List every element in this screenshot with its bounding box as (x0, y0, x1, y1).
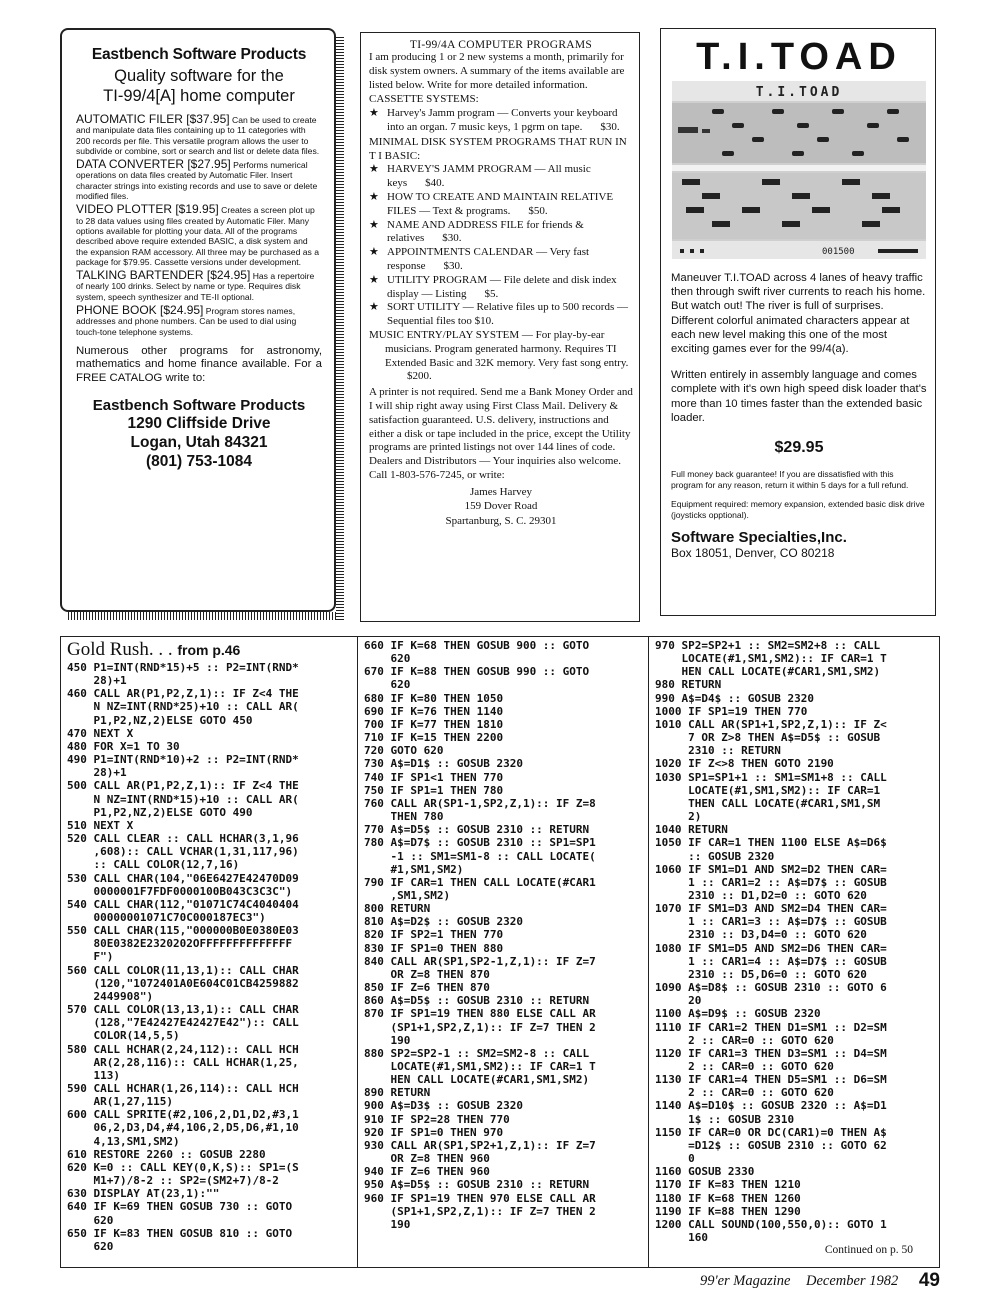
item-price: $30. (442, 232, 462, 245)
star-icon: ★ (369, 163, 379, 176)
star-icon: ★ (369, 273, 379, 286)
disk-item (369, 274, 633, 302)
product-name: TALKING BARTENDER [$24.95] (76, 268, 251, 283)
toad-price: $29.95 (774, 439, 824, 457)
harvey-city: Spartanburg, S. C. 29301 (445, 514, 557, 527)
harvey-intro: I am producing 1 or 2 new systems a month, primarily for disk system owners. A summary of the items available are listed below. Write for more detailed information. (369, 51, 625, 91)
disk-item (369, 163, 633, 191)
cassette-item (369, 107, 633, 135)
harvey-ad (360, 32, 640, 622)
issue-date: December 1982 (806, 1273, 899, 1289)
product-name: VIDEO PLOTTER [$19.95] (76, 202, 219, 217)
disk-item (369, 191, 633, 219)
page-footer (700, 1270, 940, 1294)
harvey-title: TI-99/4A COMPUTER PROGRAMS (409, 39, 593, 51)
listing-column-3 (649, 637, 941, 1267)
eastbench-street: 1290 Cliffside Drive (127, 415, 271, 433)
music-text: MUSIC ENTRY/PLAY SYSTEM — For play-by-ear musicians. Program generated harmony. Requires TI Extended Basic and 32K memory. Very fast song entry. (369, 328, 629, 369)
magazine-name: 99'er Magazine (700, 1273, 791, 1289)
eastbench-catalog-offer: Numerous other programs for astronomy, mathematics and home finance available. For a FREE CATALOG write to: (76, 344, 322, 384)
eastbench-tagline-2: TI-99/4[A] home computer (103, 87, 295, 105)
item-text: NAME AND ADDRESS FILE for friends & relatives (387, 218, 584, 245)
item-text: HOW TO CREATE AND MAINTAIN RELATIVE FILES — Text & programs. (387, 190, 614, 217)
toad-equipment: Equipment required: memory expansion, extended basic disk drive (joysticks opptional). (671, 499, 925, 521)
star-icon: ★ (369, 190, 379, 203)
listing-title-text: Gold Rush (67, 639, 149, 660)
code-block-1: 450 P1=INT(RND*15)+5 :: P2=INT(RND* 28)+1 460 CALL AR(P1,P2,Z,1):: IF Z<4 THE N NZ=INT(RND*25)+10 :: CALL AR( P1,P2,NZ,2)ELSE GOTO 450 470 NEXT X 480 FOR X=1 TO 30 490 P1=INT(RND*10)+2 :: P2=INT(RND* 28)+1 500 CALL AR(P1,P2,Z,1):: IF Z<4 THE N NZ=INT(RND*15)+10 :: CALL AR( P1,P2,NZ,2)ELSE GOTO 490 510 NEXT X 520 CALL CLEAR :: CALL HCHAR(3,1,96 ,608):: CALL VCHAR(1,31,117,96) :: CALL COLOR(12,7,16) 530 CALL CHAR(104,"06E6427E42470D09 0000001F7FDF0000100B043C3C3C") 540 CALL CHAR(112,"01071C74C4040404 00000001071C70C000187EC3") 550 CALL CHAR(115,"000000B0E0380E03 80E0382E2320202OFFFFFFFFFFFFFF F") 560 CALL COLOR(11,13,1):: CALL CHAR (120,"1072401A0E604C01CB4259882 2449908") 570 CALL COLOR(13,13,1):: CALL CHAR (128,"7E42427E42427E42"):: CALL COLOR(14,5,5) 580 CALL HCHAR(2,24,112):: CALL HCH AR(2,28,116):: CALL HCHAR(1,25, 113) 590 CALL HCHAR(1,26,114):: CALL HCH AR(1,27,115) 600 CALL SPRITE(#2,106,2,D1,D2,#3,1 06,2,D3,D4,#4,106,2,D5,D6,#1,10 4,13,SM1,SM2) 610 RESTORE 2260 :: GOSUB 2280 620 K=0 :: CALL KEY(0,K,S):: SP1=(S M1+7)/8-2 :: SP2=(SM2+7)/8-2 630 DISPLAY AT(23,1):"" 640 IF K=69 THEN GOSUB 730 :: GOTO 620 650 IF K=83 THEN GOSUB 810 :: GOTO 620 (67, 661, 299, 1253)
music-price: $200. (407, 370, 432, 383)
toad-ad (660, 28, 936, 616)
eastbench-tagline-1: Quality software for the (114, 67, 284, 85)
product-name: PHONE BOOK [$24.95] (76, 303, 204, 318)
continued-note: Continued on p. 50 (824, 1244, 913, 1257)
game-screenshot-image (672, 81, 926, 259)
item-text: SORT UTILITY — Relative files up to 500 records — Sequential files too $10. (387, 301, 628, 328)
item-text: Harvey's Jamm program — Converts your keyboard into an organ. 7 music keys, 1 pgrm on tape. (387, 107, 618, 133)
code-block-2: 660 IF K=68 THEN GOSUB 900 :: GOTO 620 670 IF K=88 THEN GOSUB 990 :: GOTO 620 680 IF K=80 THEN 1050 690 IF K=76 THEN 1140 700 IF K=77 THEN 1810 710 IF K=15 THEN 2200 720 GOTO 620 730 A$=D1$ :: GOSUB 2320 740 IF SP1<1 THEN 770 750 IF SP1=1 THEN 780 760 CALL AR(SP1-1,SP2,Z,1):: IF Z=8 THEN 780 770 A$=D5$ :: GOSUB 2310 :: RETURN 780 A$=D7$ :: GOSUB 2310 :: SP1=SP1 -1 :: SM1=SM1-8 :: CALL LOCATE( #1,SM1,SM2) 790 IF CAR=1 THEN CALL LOCATE(#CAR1 ,SM1,SM2) 800 RETURN 810 A$=D2$ :: GOSUB 2320 820 IF SP2=1 THEN 770 830 IF SP1=0 THEN 880 840 CALL AR(SP1,SP2-1,Z,1):: IF Z=7 OR Z=8 THEN 870 850 IF Z=6 THEN 870 860 A$=D5$ :: GOSUB 2310 :: RETURN 870 IF SP1=19 THEN 880 ELSE CALL AR (SP1+1,SP2,Z,1):: IF Z=7 THEN 2 190 880 SP2=SP2-1 :: SM2=SM2-8 :: CALL LOCATE(#1,SM1,SM2):: IF CAR=1 T HEN CALL LOCATE(#CAR1,SM1,SM2) 890 RETURN 900 A$=D3$ :: GOSUB 2320 910 IF SP2=28 THEN 770 920 IF SP1=0 THEN 970 930 CALL AR(SP1,SP2+1,Z,1):: IF Z=7 OR Z=8 THEN 960 940 IF Z=6 THEN 960 950 A$=D5$ :: GOSUB 2310 :: RETURN 960 IF SP1=19 THEN 970 ELSE CALL AR (SP1+1,SP2,Z,1):: IF Z=7 THEN 2 190 (364, 639, 596, 1231)
star-icon: ★ (369, 107, 379, 120)
harvey-street: 159 Dover Road (464, 500, 538, 513)
disk-item (369, 219, 633, 247)
eastbench-phone: (801) 753-1084 (146, 453, 252, 471)
item-price: $50. (528, 204, 548, 217)
item-price: $5. (484, 287, 499, 300)
toad-description-2: Written entirely in assembly language and comes complete with it's own high speed disk loader that's more than 10 times faster than the extended basic loader. (671, 369, 927, 424)
eastbench-brand: Eastbench Software Products (91, 46, 307, 63)
item-text: UTILITY PROGRAM — File delete and disk index display — Listing (387, 273, 617, 300)
toad-guarantee: Full money back guarantee! If you are dissatisfied with this program for any reason, return it within 5 days for a full refund. (671, 469, 909, 491)
product-description: Has a repertoire of nearly 100 drinks. Select by name or type. Requires disk system, speech synthesizer and TE-II optional. (76, 271, 315, 302)
star-icon: ★ (369, 246, 379, 259)
code-block-3: 970 SP2=SP2+1 :: SM2=SM2+8 :: CALL LOCATE(#1,SM1,SM2):: IF CAR=1 T HEN CALL LOCATE(#CAR1,SM1,SM2) 980 RETURN 990 A$=D4$ :: GOSUB 2320 1000 IF SP1=19 THEN 770 1010 CALL AR(SP1+1,SP2,Z,1):: IF Z< 7 OR Z>8 THEN A$=D5$ :: GOSUB 2310 :: RETURN 1020 IF Z<>8 THEN GOTO 2190 1030 SP1=SP1+1 :: SM1=SM1+8 :: CALL LOCATE(#1,SM1,SM2):: IF CAR=1 THEN CALL LOCATE(#CAR1,SM1,SM 2) 1040 RETURN 1050 IF CAR=1 THEN 1100 ELSE A$=D6$ :: GOSUB 2320 1060 IF SM1=D1 AND SM2=D2 THEN CAR= 1 :: CAR1=2 :: A$=D7$ :: GOSUB 2310 :: D1,D2=0 :: GOTO 620 1070 IF SM1=D3 AND SM2=D4 THEN CAR= 1 :: CAR1=3 :: A$=D7$ :: GOSUB 2310 :: D3,D4=0 :: GOTO 620 1080 IF SM1=D5 AND SM2=D6 THEN CAR= 1 :: CAR1=4 :: A$=D7$ :: GOSUB 2310 :: D5,D6=0 :: GOTO 620 1090 A$=D8$ :: GOSUB 2310 :: GOTO 6 20 1100 A$=D9$ :: GOSUB 2320 1110 IF CAR1=2 THEN D1=SM1 :: D2=SM 2 :: CAR=0 :: GOTO 620 1120 IF CAR1=3 THEN D3=SM1 :: D4=SM 2 :: CAR=0 :: GOTO 620 1130 IF CAR1=4 THEN D5=SM1 :: D6=SM 2 :: CAR=0 :: GOTO 620 1140 A$=D10$ :: GOSUB 2320 :: A$=D1 1$ :: GOSUB 2310 1150 IF CAR=0 OR DC(CAR1)=0 THEN A$ =D12$ :: GOSUB 2310 :: GOTO 62 0 1160 GOSUB 2330 1170 IF K=83 THEN 1210 1180 IF K=68 THEN 1260 1190 IF K=88 THEN 1290 1200 CALL SOUND(100,550,0):: GOTO 1 160 (655, 639, 887, 1245)
item-price: $30. (600, 120, 620, 133)
star-icon: ★ (369, 218, 379, 231)
eastbench-ad (60, 28, 336, 612)
music-system (369, 329, 633, 384)
eastbench-product (76, 204, 322, 267)
listing-from: from p.46 (177, 642, 241, 658)
program-listing (60, 636, 940, 1268)
item-price: $40. (425, 177, 445, 190)
listing-column-2 (358, 637, 649, 1267)
toad-vendor-address: Box 18051, Denver, CO 80218 (671, 546, 835, 561)
disk-heading: MINIMAL DISK SYSTEM PROGRAMS THAT RUN IN T I BASIC: (369, 135, 627, 162)
product-description: Program stores names, addresses and phone numbers. Can be used to dial using touch-tone telephone systems. (76, 306, 297, 337)
eastbench-product (76, 114, 322, 156)
screen-score: 001500 (822, 247, 855, 257)
game-screenshot (672, 81, 926, 259)
eastbench-product (76, 270, 322, 302)
product-description: Can be used to create and manipulate data files containing up to 11 categories with 200 records per file. This versatile program allows the user to subdivide or combine, sort or search and list or delete data files. (76, 115, 320, 156)
eastbench-product (76, 159, 322, 201)
item-price: $30. (443, 259, 463, 272)
disk-item (369, 301, 633, 329)
eastbench-product (76, 305, 322, 337)
eastbench-address-brand: Eastbench Software Products (92, 397, 306, 415)
toad-title: T.I.TOAD (696, 36, 902, 78)
toad-vendor: Software Specialties,Inc. (671, 529, 847, 547)
screen-title: T.I.TOAD (755, 85, 843, 100)
cassette-heading: CASSETTE SYSTEMS: (369, 93, 479, 106)
product-name: AUTOMATIC FILER [$37.95] (76, 112, 230, 126)
page-number: 49 (918, 1270, 940, 1291)
listing-title (67, 639, 353, 661)
product-name: DATA CONVERTER [$27.95] (76, 157, 231, 172)
eastbench-product-list (76, 114, 322, 337)
eastbench-city: Logan, Utah 84321 (130, 434, 268, 452)
product-description: Performs numerical operations on data files created by Automatic Filer. Insert character strings into existing records and use to save or delete modified files. (76, 160, 318, 202)
disk-item (369, 246, 633, 274)
item-text: APPOINTMENTS CALENDAR — Very fast response (387, 246, 590, 272)
item-text: HARVEY'S JAMM PROGRAM — All music keys (387, 163, 591, 190)
toad-description: Maneuver T.I.TOAD across 4 lanes of heavy traffic then through swift river currents to reach his home. But watch out! The river is full of surprises. Different colorful animated characters appear at each new level making this one of the most exciting games ever for the 99/4(a). (671, 272, 926, 356)
star-icon: ★ (369, 301, 379, 314)
harvey-closing: A printer is not required. Send me a Bank Money Order and I will ship right away using First Class Mail. Delivery & satisfaction guaranteed. U.S. delivery, instructions and either a disk or tape included in the price, except the Utility programs are printed listings not over 144 lines of code. Dealers and Distributors — Your inquiries also welcome. (369, 386, 633, 468)
listing-title-ellipsis: . . . (148, 639, 173, 660)
listing-column-1 (61, 637, 358, 1267)
harvey-call: Call 1-803-576-7245, or write: (369, 468, 505, 481)
harvey-name: James Harvey (469, 485, 532, 498)
product-description: Creates a screen plot up to 28 data values using files created by Automatic Filer. Many options available for plotting your data. All of the programs described above require extended BASIC, a disk system and the expansion RAM accessory. All three may be purchased as a package for $79.95. Cassette versions under development. (76, 205, 319, 267)
